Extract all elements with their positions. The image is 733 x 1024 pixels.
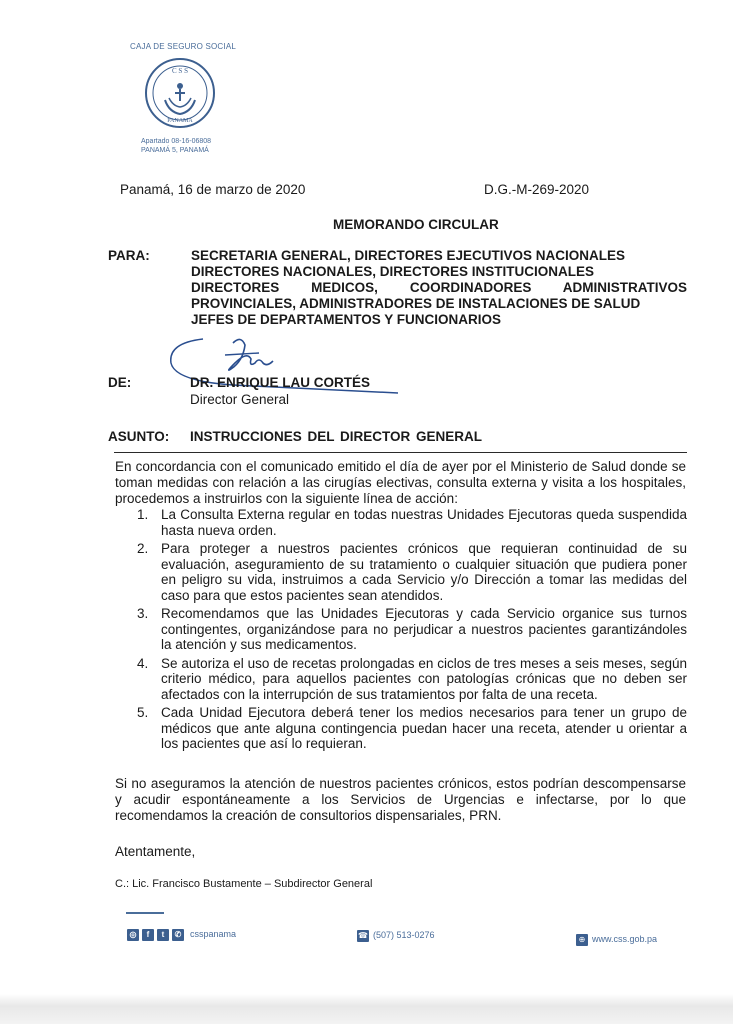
memo-title: MEMORANDO CIRCULAR xyxy=(333,217,499,232)
website: www.css.gob.pa xyxy=(592,934,658,944)
address-line-1: Apartado 08-16-06808 xyxy=(141,138,212,145)
social-icons xyxy=(127,929,184,941)
instagram-icon: ◎ xyxy=(127,929,139,941)
phone-icon: ☎ xyxy=(358,931,368,940)
intro-paragraph: En concordancia con el comunicado emitido el día de ayer por el Ministerio de Salud donde se toman medidas con relación a las cirugías electivas, consulta externa y visita a los hospitales, procedemos a instruirlos con la siguiente línea de acción: xyxy=(115,459,686,506)
address-line-2: PANAMÁ 5, PANAMÁ xyxy=(141,147,209,154)
divider xyxy=(114,452,687,453)
list-number: 2. xyxy=(137,541,149,556)
footer-accent-line xyxy=(126,912,164,914)
list-item xyxy=(137,541,687,603)
list-number: 3. xyxy=(137,606,149,621)
logo-top-text: C S S xyxy=(172,67,188,75)
sender-name: DR. ENRIQUE LAU CORTÉS xyxy=(190,375,371,390)
list-text: Recomendamos que las Unidades Ejecutoras y cada Servicio organice sus turnos contingentes, organizándose para no perjudicar a nuestros pacientes garantizándoles la atención y sus medicamentos. xyxy=(161,606,687,652)
list-text: Para proteger a nuestros pacientes crónicos que requieran continuidad de su evaluación, aseguramiento de su tratamiento o cualquier situación que pudiera poner en peligro su vida, instruimos a cada Servicio y/o Dirección a tomar las medidas del caso para que estos pacientes sean atendidos. xyxy=(161,541,687,603)
globe-icon: ⊕ xyxy=(576,934,588,946)
list-item xyxy=(137,656,687,703)
list-text: Cada Unidad Ejecutora deberá tener los medios necesarios para tener un grupo de médicos que ante alguna contingencia puedan hacer una receta, atender u orientar a los pacientes que así lo requieran. xyxy=(161,705,687,751)
para-recipients xyxy=(191,248,687,328)
carbon-copy: C.: Lic. Francisco Bustamente – Subdirector General xyxy=(115,878,373,890)
para-label: PARA: xyxy=(108,248,150,263)
asunto-label: ASUNTO: xyxy=(108,429,170,444)
address-block xyxy=(141,137,211,155)
sign-off: Atentamente, xyxy=(115,844,196,859)
twitter-icon: t xyxy=(157,929,169,941)
scan-edge xyxy=(0,994,733,1024)
list-item xyxy=(137,705,687,752)
para-line: JEFES DE DEPARTAMENTOS Y FUNCIONARIOS xyxy=(191,312,502,327)
memo-date: Panamá, 16 de marzo de 2020 xyxy=(120,182,306,197)
social-handle: csspanama xyxy=(190,929,237,939)
para-line: DIRECTORES NACIONALES, DIRECTORES INSTITUCIONALES xyxy=(191,264,595,279)
list-text: Se autoriza el uso de recetas prolongadas en ciclos de tres meses a seis meses, según criterio médico, para aquellos pacientes con patologías crónicas que no deben ser afectados con la interrupción de sus tratamientos por falta de una receta. xyxy=(161,655,687,702)
list-number: 1. xyxy=(137,507,149,522)
closing-paragraph: Si no aseguramos la atención de nuestros pacientes crónicos, estos podrían descompensarse y acudir espontáneamente a los Servicios de Urgencias e infectarse, por lo que recomendamos la creación de consultorios dispensariales, PRN. xyxy=(115,776,686,823)
css-logo-icon xyxy=(143,56,217,130)
memo-reference: D.G.-M-269-2020 xyxy=(484,182,590,197)
facebook-icon: f xyxy=(142,929,154,941)
organization-name: CAJA DE SEGURO SOCIAL xyxy=(130,42,237,51)
list-item xyxy=(137,606,687,653)
sender-title: Director General xyxy=(190,392,290,407)
logo-bottom-text: PANAMA xyxy=(167,118,193,124)
list-number: 5. xyxy=(137,705,149,720)
phone-number: (507) 513-0276 xyxy=(373,930,435,940)
para-line: DIRECTORES MEDICOS, COORDINADORES ADMINISTRATIVOS xyxy=(191,280,687,295)
para-line: PROVINCIALES, ADMINISTRADORES DE INSTALACIONES DE SALUD xyxy=(191,296,641,311)
list-text: La Consulta Externa regular en todas nuestras Unidades Ejecutoras queda suspendida hasta nueva orden. xyxy=(161,507,687,538)
instruction-list xyxy=(137,507,687,755)
de-label: DE: xyxy=(108,375,132,390)
list-number: 4. xyxy=(137,655,149,671)
asunto-value: INSTRUCCIONES DEL DIRECTOR GENERAL xyxy=(190,429,483,444)
whatsapp-icon: ✆ xyxy=(172,929,184,941)
list-item xyxy=(137,507,687,538)
para-line: SECRETARIA GENERAL, DIRECTORES EJECUTIVOS NACIONALES xyxy=(191,248,626,263)
